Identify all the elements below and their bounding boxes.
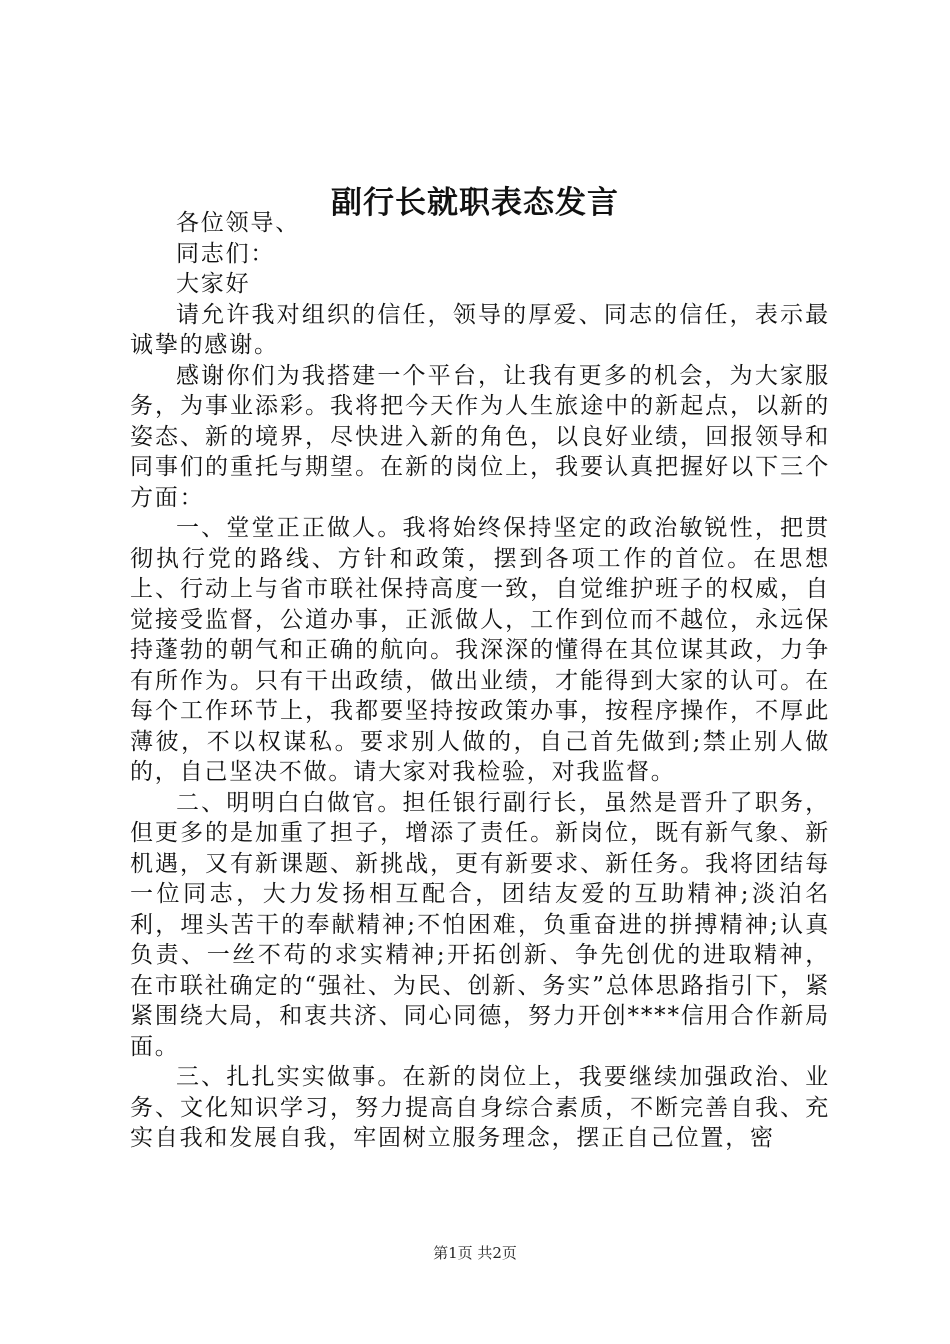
page-number-footer: 第1页 共2页 [433,1244,517,1262]
paragraph-point-one: 一、堂堂正正做人。我将始终保持坚定的政治敏锐性，把贯彻执行党的路线、方针和政策，摆到各项工作的首位。在思想上、行动上与省市联社保持高度一致，自觉维护班子的权威，自觉接受监督，公道办事，正派做人，工作到位而不越位，永远保持蓬勃的朝气和正确的航向。我深深的懂得在其位谋其政，力争有所作为。只有干出政绩，做出业绩，才能得到大家的认可。在每个工作环节上，我都要坚持按政策办事，按程序操作，不厚此薄彼，不以权谋私。要求别人做的，自己首先做到;禁止别人做的，自己坚决不做。请大家对我检验，对我监督。 [130,515,830,785]
greeting: 大家好 [176,271,251,297]
paragraph-intro: 感谢你们为我搭建一个平台，让我有更多的机会，为大家服务，为事业添彩。我将把今天作为人生旅途中的新起点，以新的姿态、新的境界，尽快进入新的角色，以良好业绩，回报领导和同事们的重托与期望。在新的岗位上，我要认真把握好以下三个方面： [130,362,830,511]
salutation-comrades: 同志们： [176,240,276,267]
salutation-leaders: 各位领导、 [176,210,300,236]
paragraph-point-two: 二、明明白白做官。担任银行副行长，虽然是晋升了职务，但更多的是加重了担子，增添了责任。新岗位，既有新气象、新机遇，又有新课题、新挑战，更有新要求、新任务。我将团结每一位同志，大力发扬相互配合，团结友爱的互助精神;淡泊名利，埋头苦干的奉献精神;不怕困难，负重奋进的拼搏精神;认真负责、一丝不苟的求实精神;开拓创新、争先创优的进取精神，在市联社确定的“强社、为民、创新、务实”总体思路指引下，紧紧围绕大局，和衷共济、同心同德，努力开创****信用合作新局面。 [130,789,830,1060]
document-title: 副行长就职表态发言 [331,184,619,221]
paragraph-point-three: 三、扎扎实实做事。在新的岗位上，我要继续加强政治、业务、文化知识学习，努力提高自身综合素质，不断完善自我、充实自我和发展自我，牢固树立服务理念，摆正自己位置，密 [130,1064,830,1151]
document-body [130,208,830,1154]
paragraph-thanks: 请允许我对组织的信任，领导的厚爱、同志的信任，表示最诚挚的感谢。 [130,301,830,358]
